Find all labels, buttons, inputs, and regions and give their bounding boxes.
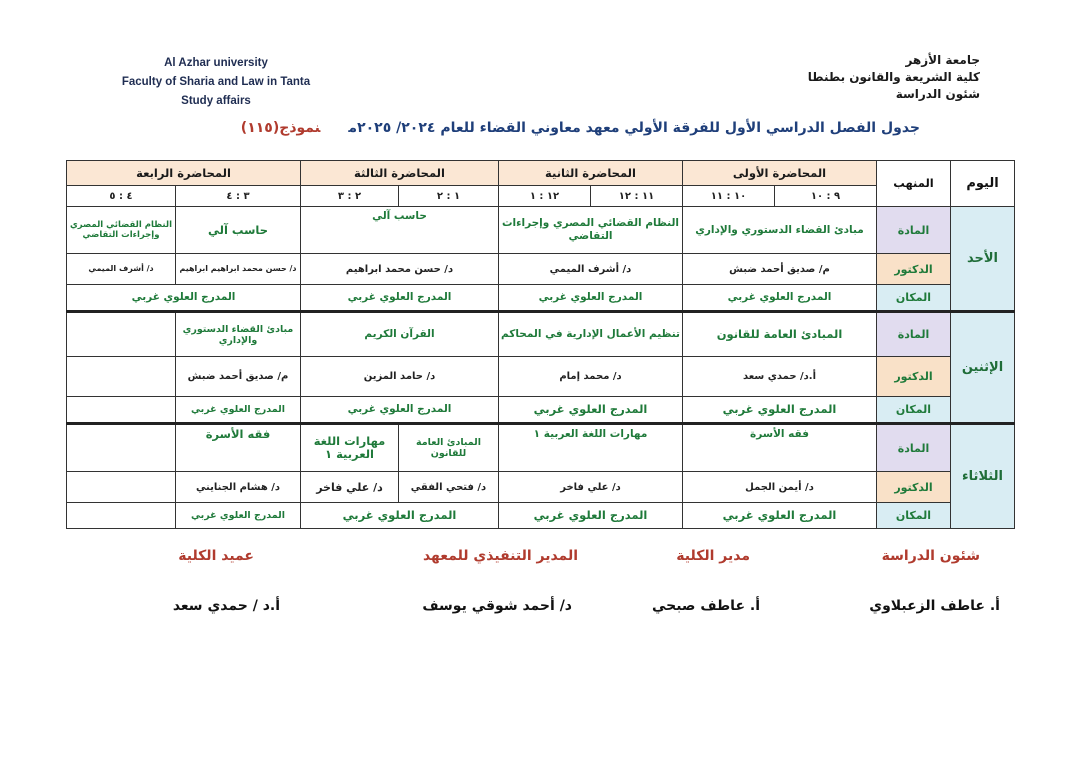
subject-cell: حاسب آلي: [176, 207, 301, 254]
doctor-cell: د/ علي فاخر: [499, 472, 683, 503]
day-column-header: اليوم: [951, 161, 1015, 207]
place-cell: المدرج العلوي غربي: [176, 397, 301, 424]
signature-name: د/ أحمد شوقي يوسف: [422, 598, 572, 614]
subject-cell: فقه الأسرة: [683, 424, 877, 472]
time-slot: ٣ : ٤: [176, 186, 301, 207]
schedule-table: [66, 160, 1015, 529]
subject-cell: النظام القضائي المصري وإجراءات التقاضي: [499, 207, 683, 254]
time-slot: ٤ : ٥: [67, 186, 176, 207]
subject-cell: مبادئ القضاء الدستوري والإداري: [176, 312, 301, 357]
doctor-cell: د/ هشام الجنايني: [176, 472, 301, 503]
doctor-cell: م/ صديق أحمد ضبش: [683, 254, 877, 285]
signature-title: المدير التنفيذي للمعهد: [422, 548, 578, 564]
day-monday: الإثنين: [951, 312, 1015, 424]
subject-cell: النظام القضائي المصري وإجراءات التقاضي: [67, 207, 176, 254]
subject-cell: مهارات اللغة العربية ١: [301, 424, 399, 472]
time-slot: ٩ : ١٠: [775, 186, 877, 207]
subject-cell: تنظيم الأعمال الإدارية في المحاكم: [499, 312, 683, 357]
subject-cell: مهارات اللغة العربية ١: [499, 424, 683, 472]
subject-cell: المبادئ العامة للقانون: [683, 312, 877, 357]
header-arabic: [730, 52, 980, 103]
subject-cell: فقه الأسرة: [176, 424, 301, 472]
row-label-subject: المادة: [877, 312, 951, 357]
empty-cell: [67, 312, 176, 357]
doctor-cell: د/ أشرف الميمي: [499, 254, 683, 285]
place-cell: المدرج العلوي غربي: [499, 285, 683, 312]
row-label-place: المكان: [877, 285, 951, 312]
lecture-1-header: المحاضرة الأولى: [683, 161, 877, 186]
department-name: Study affairs: [181, 95, 251, 107]
signature-title: مدير الكلية: [676, 548, 750, 564]
row-label-place: المكان: [877, 397, 951, 424]
row-label-doctor: الدكتور: [877, 254, 951, 285]
doctor-cell: د/ فتحي الفقي: [399, 472, 499, 503]
lecture-4-header: المحاضرة الرابعة: [67, 161, 301, 186]
place-cell: المدرج العلوي غربي: [67, 285, 301, 312]
signature-name: أ.د / حمدي سعد: [172, 598, 280, 614]
header-english: [96, 54, 336, 111]
time-slot: ١١ : ١٢: [591, 186, 683, 207]
subject-cell: مبادئ القضاء الدستوري والإداري: [683, 207, 877, 254]
department-name-ar: شئون الدراسة: [895, 87, 980, 101]
menhab-column-header: المنهب: [877, 161, 951, 207]
doctor-cell: د/ علي فاخر: [301, 472, 399, 503]
place-cell: المدرج العلوي غربي: [499, 503, 683, 529]
university-name-ar: جامعة الأزهر: [905, 53, 980, 67]
university-name: Al Azhar university: [164, 57, 268, 69]
signature-title: عميد الكلية: [178, 548, 254, 564]
place-cell: المدرج العلوي غربي: [499, 397, 683, 424]
empty-cell: [67, 397, 176, 424]
doctor-cell: م/ صديق أحمد ضبش: [176, 357, 301, 397]
day-sunday: الأحد: [951, 207, 1015, 312]
title-text: جدول الفصل الدراسي الأول للفرقة الأولي معهد معاوني القضاء للعام ٢٠٢٤/ ٢٠٢٥م: [348, 120, 920, 136]
doctor-cell: د/ حسن محمد ابراهيم ابراهيم: [176, 254, 301, 285]
place-cell: المدرج العلوي غربي: [301, 285, 499, 312]
doctor-cell: أ.د/ حمدي سعد: [683, 357, 877, 397]
faculty-name: Faculty of Sharia and Law in Tanta: [121, 76, 311, 88]
time-slot: ١٢ : ١: [499, 186, 591, 207]
lecture-2-header: المحاضرة الثانية: [499, 161, 683, 186]
place-cell: المدرج العلوي غربي: [301, 397, 499, 424]
row-label-subject: المادة: [877, 207, 951, 254]
model-number: نموذج(١١٥): [240, 120, 321, 136]
row-label-doctor: الدكتور: [877, 472, 951, 503]
lecture-3-header: المحاضرة الثالثة: [301, 161, 499, 186]
signature-name: أ. عاطف صبحي: [651, 598, 760, 614]
doctor-cell: د/ محمد إمام: [499, 357, 683, 397]
subject-cell: حاسب آلي: [301, 207, 499, 254]
place-cell: المدرج العلوي غربي: [683, 503, 877, 529]
doctor-cell: د/ أيمن الجمل: [683, 472, 877, 503]
day-tuesday: الثلاثاء: [951, 424, 1015, 529]
schedule-title: [160, 120, 920, 136]
empty-cell: [67, 424, 176, 472]
doctor-cell: د/ حامد المزين: [301, 357, 499, 397]
place-cell: المدرج العلوي غربي: [683, 397, 877, 424]
doctor-cell: د/ حسن محمد ابراهيم: [301, 254, 499, 285]
time-slot: ١٠ : ١١: [683, 186, 775, 207]
row-label-doctor: الدكتور: [877, 357, 951, 397]
time-slot: ١ : ٢: [399, 186, 499, 207]
row-label-subject: المادة: [877, 424, 951, 472]
faculty-name-ar: كلية الشريعة والقانون بطنطا: [807, 70, 980, 84]
row-label-place: المكان: [877, 503, 951, 529]
place-cell: المدرج العلوي غربي: [301, 503, 499, 529]
time-slot: ٢ : ٣: [301, 186, 399, 207]
empty-cell: [67, 357, 176, 397]
empty-cell: [67, 472, 176, 503]
place-cell: المدرج العلوي غربي: [176, 503, 301, 529]
signature-title: شئون الدراسة: [881, 548, 980, 564]
doctor-cell: د/ أشرف الميمي: [67, 254, 176, 285]
subject-cell: القرآن الكريم: [301, 312, 499, 357]
signature-name: أ. عاطف الزعبلاوي: [869, 598, 1000, 614]
place-cell: المدرج العلوي غربي: [683, 285, 877, 312]
empty-cell: [67, 503, 176, 529]
subject-cell: المبادئ العامة للقانون: [399, 424, 499, 472]
